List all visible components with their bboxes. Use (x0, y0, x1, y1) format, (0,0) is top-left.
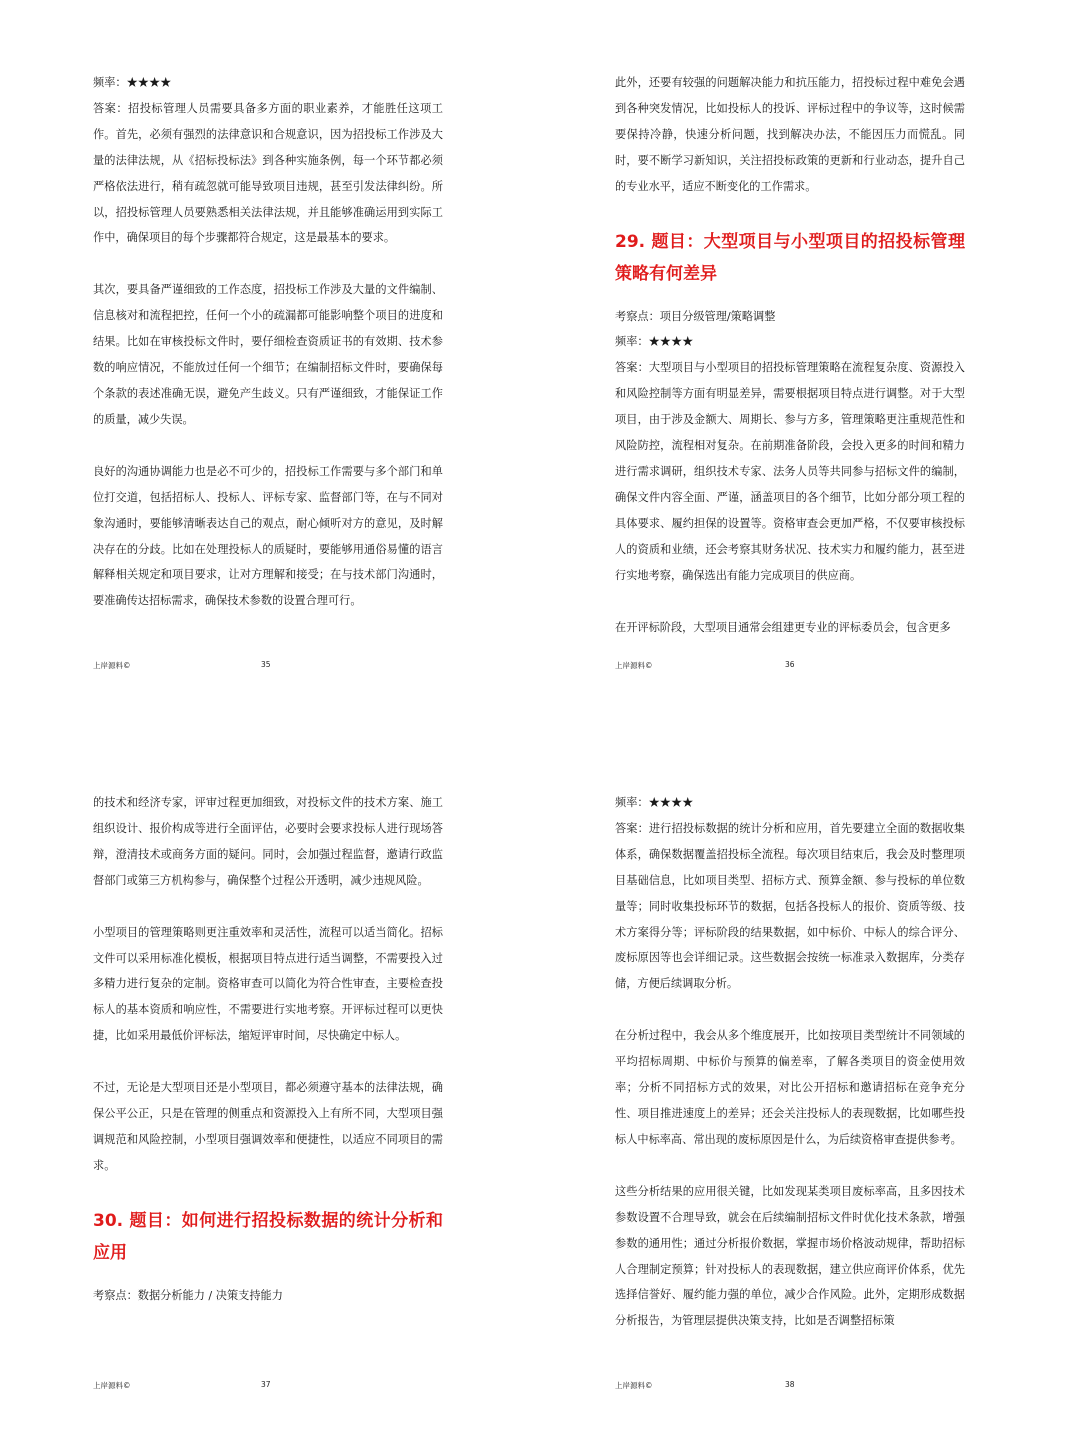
frequency-rating: 频率：★★★★ (615, 796, 694, 809)
page-38 (540, 720, 1080, 1440)
page-number: 35 (261, 660, 271, 669)
answer-paragraph: 的技术和经济专家，评审过程更加细致，对投标文件的技术方案、施工组织设计、报价构成等进行全面评估，必要时会要求投标人进行现场答辩，澄清技术或商务方面的疑问。同时，会加强过程监督，邀请行政监督部门或第三方机构参与，确保整个过程公开透明，减少违规风险。 (93, 796, 443, 887)
page-35 (0, 0, 540, 720)
answer-paragraph: 这些分析结果的应用很关键，比如发现某类项目废标率高，且多因技术参数设置不合理导致，就会在后续编制招标文件时优化技术条款，增强参数的通用性；通过分析报价数据，掌握市场价格波动规律，帮助招标人合理制定预算；针对投标人的表现数据，建立供应商评价体系，优先选择信誉好、履约能力强的单位，减少合作风险。此外，定期形成数据分析报告，为管理层提供决策支持，比如是否调整招标策 (615, 1184, 965, 1328)
page-number: 36 (785, 660, 795, 669)
question-title: 30. 题目：如何进行招投标数据的统计分析和应用 (93, 1210, 443, 1263)
answer-paragraph: 良好的沟通协调能力也是必不可少的，招投标工作需要与多个部门和单位打交道，包括招标人、投标人、评标专家、监督部门等，在与不同对象沟通时，要能够清晰表达自己的观点，耐心倾听对方的意见，及时解决存在的分歧。比如在处理投标人的质疑时，要能够用通俗易懂的语言解释相关规定和项目要求，让对方理解和接受；在与技术部门沟通时，要准确传达招标需求，确保技术参数的设置合理可行。 (93, 464, 443, 608)
page-footer (615, 660, 795, 671)
footer-brand: 上岸源料© (93, 1381, 131, 1390)
footer-brand: 上岸源料© (615, 1381, 653, 1390)
answer-paragraph: 不过，无论是大型项目还是小型项目，都必须遵守基本的法律法规，确保公平公正，只是在管理的侧重点和资源投入上有所不同，大型项目强调规范和风险控制，小型项目强调效率和便捷性，以适应不同项目的需求。 (93, 1081, 443, 1172)
answer-paragraph: 在开评标阶段，大型项目通常会组建更专业的评标委员会，包含更多 (615, 620, 951, 634)
exam-point: 考察点：数据分析能力 / 决策支持能力 (93, 1288, 283, 1302)
page-37 (0, 720, 540, 1440)
answer-paragraph: 在分析过程中，我会从多个维度展开，比如按项目类型统计不同领域的平均招标周期、中标价与预算的偏差率，了解各类项目的资金使用效率；分析不同招标方式的效果，对比公开招标和邀请招标在竞争充分性、项目推进速度上的差异；还会关注投标人的表现数据，比如哪些投标人中标率高、常出现的废标原因是什么，为后续资格审查提供参考。 (615, 1029, 965, 1146)
page-footer (93, 1380, 271, 1391)
page-number: 38 (785, 1380, 795, 1389)
page-footer (615, 1380, 795, 1391)
page-footer (93, 660, 271, 671)
answer-paragraph: 答案：大型项目与小型项目的招投标管理策略在流程复杂度、资源投入和风险控制等方面有明显差异，需要根据项目特点进行调整。对于大型项目，由于涉及金额大、周期长、参与方多，管理策略更注重规范性和风险防控，流程相对复杂。在前期准备阶段，会投入更多的时间和精力进行需求调研，组织技术专家、法务人员等共同参与招标文件的编制，确保文件内容全面、严谨，涵盖项目的各个细节，比如分部分项工程的具体要求、履约担保的设置等。资格审查会更加严格，不仅要审核投标人的资质和业绩，还会考察其财务状况、技术实力和履约能力，甚至进行实地考察，确保选出有能力完成项目的供应商。 (615, 361, 965, 582)
page-36 (540, 0, 1080, 720)
exam-point: 考察点：项目分级管理/策略调整 (615, 309, 776, 323)
page-body (615, 70, 965, 640)
frequency-rating: 频率：★★★★ (93, 76, 172, 89)
page-body (93, 790, 443, 1309)
frequency-rating: 频率：★★★★ (615, 335, 694, 349)
footer-brand: 上岸源料© (615, 661, 653, 670)
answer-paragraph: 其次，要具备严谨细致的工作态度，招投标工作涉及大量的文件编制、信息核对和流程把控，任何一个小的疏漏都可能影响整个项目的进度和结果。比如在审核投标文件时，要仔细检查资质证书的有效期、技术参数的响应情况，不能放过任何一个细节；在编制招标文件时，要确保每个条款的表述准确无误，避免产生歧义。只有严谨细致，才能保证工作的质量，减少失误。 (93, 283, 443, 426)
footer-brand: 上岸源料© (93, 661, 131, 670)
page-body (93, 70, 443, 614)
page-number: 37 (261, 1380, 271, 1389)
question-title: 29. 题目：大型项目与小型项目的招投标管理策略有何差异 (615, 231, 965, 284)
answer-paragraph: 小型项目的管理策略则更注重效率和灵活性，流程可以适当简化。招标文件可以采用标准化模板，根据项目特点进行适当调整，不需要投入过多精力进行复杂的定制。资格审查可以简化为符合性审查，主要检查投标人的基本资质和响应性，不需要进行实地考察。开评标过程可以更快捷，比如采用最低价评标法，缩短评审时间，尽快确定中标人。 (93, 925, 443, 1043)
answer-paragraph: 答案：进行招投标数据的统计分析和应用，首先要建立全面的数据收集体系，确保数据覆盖招投标全流程。每次项目结束后，我会及时整理项目基础信息，比如项目类型、招标方式、预算金额、参与投标的单位数量等；同时收集投标环节的数据，包括各投标人的报价、资质等级、技术方案得分等；评标阶段的结果数据，如中标价、中标人的综合评分、废标原因等也会详细记录。这些数据会按统一标准录入数据库，分类存储，方便后续调取分析。 (615, 821, 965, 991)
page-body (615, 790, 965, 1334)
answer-paragraph: 此外，还要有较强的问题解决能力和抗压能力，招投标过程中难免会遇到各种突发情况，比如投标人的投诉、评标过程中的争议等，这时候需要保持冷静，快速分析问题，找到解决办法，不能因压力而慌乱。同时，要不断学习新知识，关注招投标政策的更新和行业动态，提升自己的专业水平，适应不断变化的工作需求。 (615, 76, 965, 193)
answer-paragraph: 答案：招投标管理人员需要具备多方面的职业素养，才能胜任这项工作。首先，必须有强烈的法律意识和合规意识，因为招投标工作涉及大量的法律法规，从《招标投标法》到各种实施条例，每一个环节都必须严格依法进行，稍有疏忽就可能导致项目违规，甚至引发法律纠纷。所以，招投标管理人员要熟悉相关法律法规，并且能够准确运用到实际工作中，确保项目的每个步骤都符合规定，这是最基本的要求。 (93, 101, 443, 245)
